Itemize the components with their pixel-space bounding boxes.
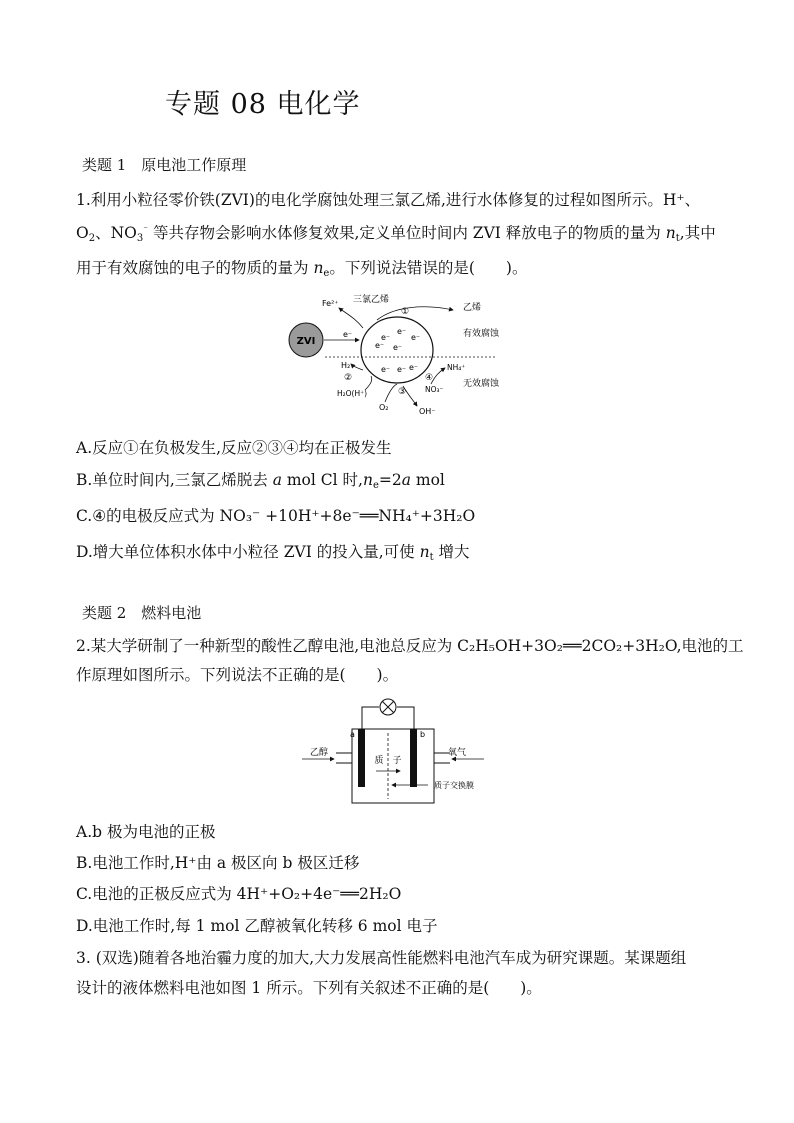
q2-line2: 作原理如图所示。下列说法不正确的是( )。 [76,666,399,684]
oh-label: OH⁻ [419,407,436,416]
corrosion-diagram [285,288,515,418]
q3-line2: 设计的液体燃料电池如图 1 所示。下列有关叙述不正确的是( )。 [76,979,542,997]
q1-option-c: C.④的电极反应式为 NO₃⁻ +10H⁺+8e⁻══NH₄⁺+3H₂O [76,507,476,525]
q2-line1: 2.某大学研制了一种新型的酸性乙醇电池,电池总反应为 C₂H₅OH+3O₂══2CO₂+3H₂O,电池的工 [76,637,744,655]
reaction-3-label: ③ [398,387,407,397]
q1-option-a: A.反应①在负极发生,反应②③④均在正极发生 [76,439,392,457]
fe2-label: Fe²⁺ [322,299,339,308]
section-heading-1: 类题 1 原电池工作原理 [82,156,247,174]
q2-option-c: C.电池的正极反应式为 4H⁺+O₂+4e⁻══2H₂O [76,885,402,903]
fuel-cell-diagram [300,693,500,808]
section-heading-2: 类题 2 燃料电池 [82,604,202,622]
electron-5: e⁻ [393,343,403,352]
electron-3: e⁻ [411,333,421,342]
no3-label: NO₃⁻ [425,385,444,394]
q1-line2: $O_2$、$NO_3^{^-}$ 等共存物会影响水体修复效果,定义单位时间内 ZVI 释放电子的物质的量为 $n_t$,其中 [76,224,716,244]
o2-label: O₂ [379,403,389,412]
electron-6: e⁻ [381,365,391,374]
reaction-4-label: ④ [425,373,434,383]
q1-line3: 用于有效腐蚀的电子的物质的量为 $n_e$。下列说法错误的是( )。 [76,259,528,279]
ethanol-label: 乙醇 [310,748,329,758]
tce-label: 三氯乙烯 [353,295,390,305]
reaction-2-label: ② [344,373,353,383]
electron-label: e⁻ [343,330,353,339]
h2o-label: H₂O(H⁺) [337,389,367,398]
q2-option-b: B.电池工作时,H⁺由 a 极区向 b 极区迁移 [76,854,360,872]
ethene-label: 乙烯 [463,303,482,313]
membrane-label: 质子交换膜 [434,781,474,790]
ineffective-label: 无效腐蚀 [463,379,500,389]
electrode-a-label: a [350,730,355,739]
electron-7: e⁻ [397,365,407,374]
effective-label: 有效腐蚀 [463,329,500,339]
nh4-label: NH₄⁺ [447,363,466,372]
page-title: 专题 08 电化学 [165,89,361,120]
reaction-1-label: ① [401,307,410,317]
q2-option-a: A.b 极为电池的正极 [76,823,216,841]
proton-label: 质 子 [374,756,402,766]
q2-option-d: D.电池工作时,每 1 mol 乙醇被氧化转移 6 mol 电子 [76,917,438,935]
q1-line1: 1.利用小粒径零价铁(ZVI)的电化学腐蚀处理三氯乙烯,进行水体修复的过程如图所示。H⁺、 [76,191,701,209]
electron-1: e⁻ [381,333,391,342]
electron-8: e⁻ [409,363,419,372]
electron-4: e⁻ [375,341,385,350]
electron-2: e⁻ [397,327,407,336]
oxygen-label: 氧气 [448,748,467,758]
q3-line1: 3. (双选)随着各地治霾力度的加大,大力发展高性能燃料电池汽车成为研究课题。某课题组 [76,949,687,967]
h2-label: H₂ [341,361,351,370]
electrode-b-label: b [420,730,426,739]
zvi-label: ZVI [296,336,316,347]
q1-option-b: B.单位时间内,三氯乙烯脱去 a mol Cl 时$,n_e=2a$ mol [76,471,445,491]
q1-option-d: D.增大单位体积水体中小粒径 ZVI 的投入量,可使 $n_t$ 增大 [76,543,470,563]
